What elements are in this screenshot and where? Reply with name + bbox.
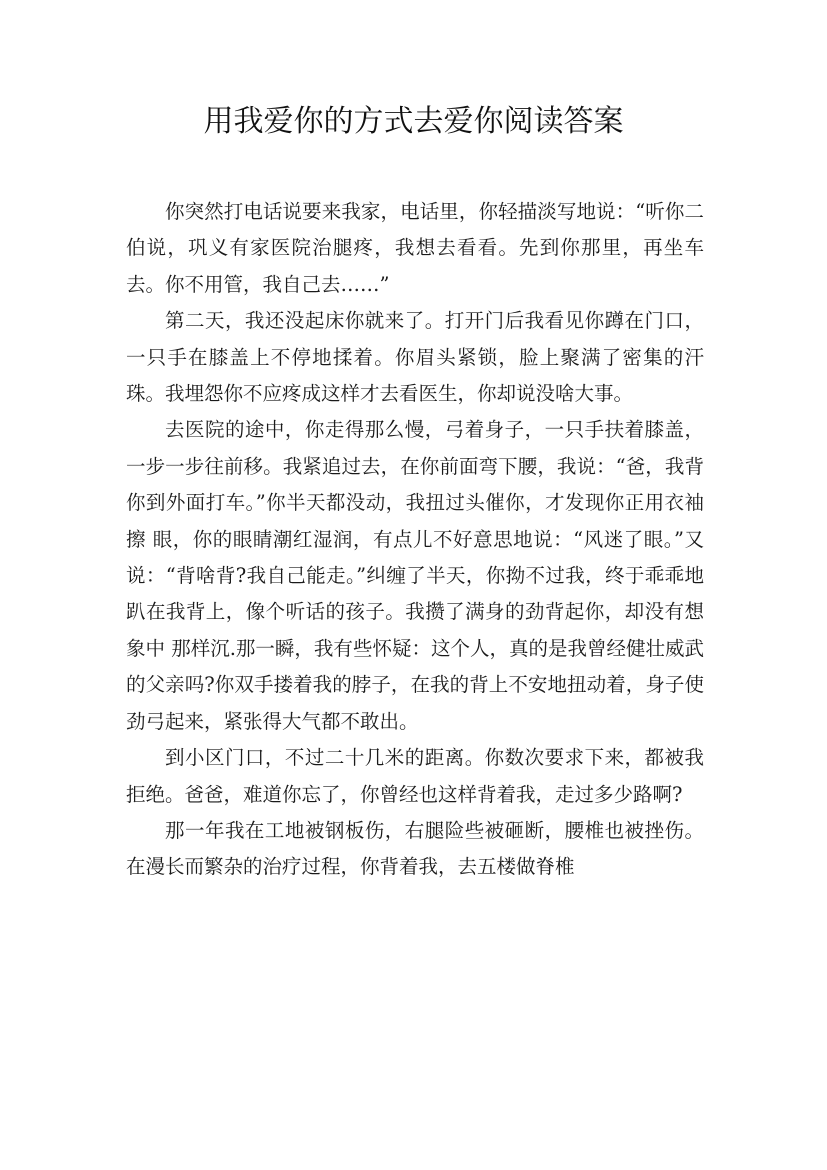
paragraph: 第二天，我还没起床你就来了。打开门后我看见你蹲在门口，一只手在膝盖上不停地揉着。你眉头紧锁，脸上聚满了密集的汗珠。我埋怨你不应疼成这样才去看医生，你却说没啥大事。 (126, 309, 704, 406)
document-title: 用我爱你的方式去爱你阅读答案 (203, 104, 624, 139)
document-body (126, 194, 704, 886)
paragraph: 到小区门口，不过二十几米的距离。你数次要求下来，都被我拒绝。爸爸，难道你忘了，你曾经也这样背着我，走过多少路啊? (126, 746, 704, 806)
paragraph: 那一年我在工地被钢板伤，右腿险些被砸断，腰椎也被挫伤。在漫长而繁杂的治疗过程，你背着我，去五楼做脊椎 (126, 818, 704, 879)
paragraph: 去医院的途中，你走得那么慢，弓着身子，一只手扶着膝盖，一步一步往前移。我紧追过去，在你前面弯下腰，我说：“爸，我背你到外面打车。”你半天都没动，我扭过头催你，才发现你正用衣袖擦 眼，你的眼睛潮红湿润，有点儿不好意思地说：“风迷了眼。”又说：“背啥背?我自己能走。”纠缠了半天，你拗不过我，终于乖乖地趴在我背上，像个听话的孩子。我攒了满身的劲背起你，却没有想象中 那样沉.那一瞬，我有些怀疑：这个人，真的是我曾经健壮威武的父亲吗?你双手搂着我的脖子，在我的背上不安地扭动着，身子使劲弓起来，紧张得大气都不敢出。 (126, 418, 704, 733)
paragraph: 你突然打电话说要来我家，电话里，你轻描淡写地说：“听你二伯说，巩义有家医院治腿疼，我想去看看。先到你那里，再坐车去。你不用管，我自己去……” (126, 200, 704, 296)
